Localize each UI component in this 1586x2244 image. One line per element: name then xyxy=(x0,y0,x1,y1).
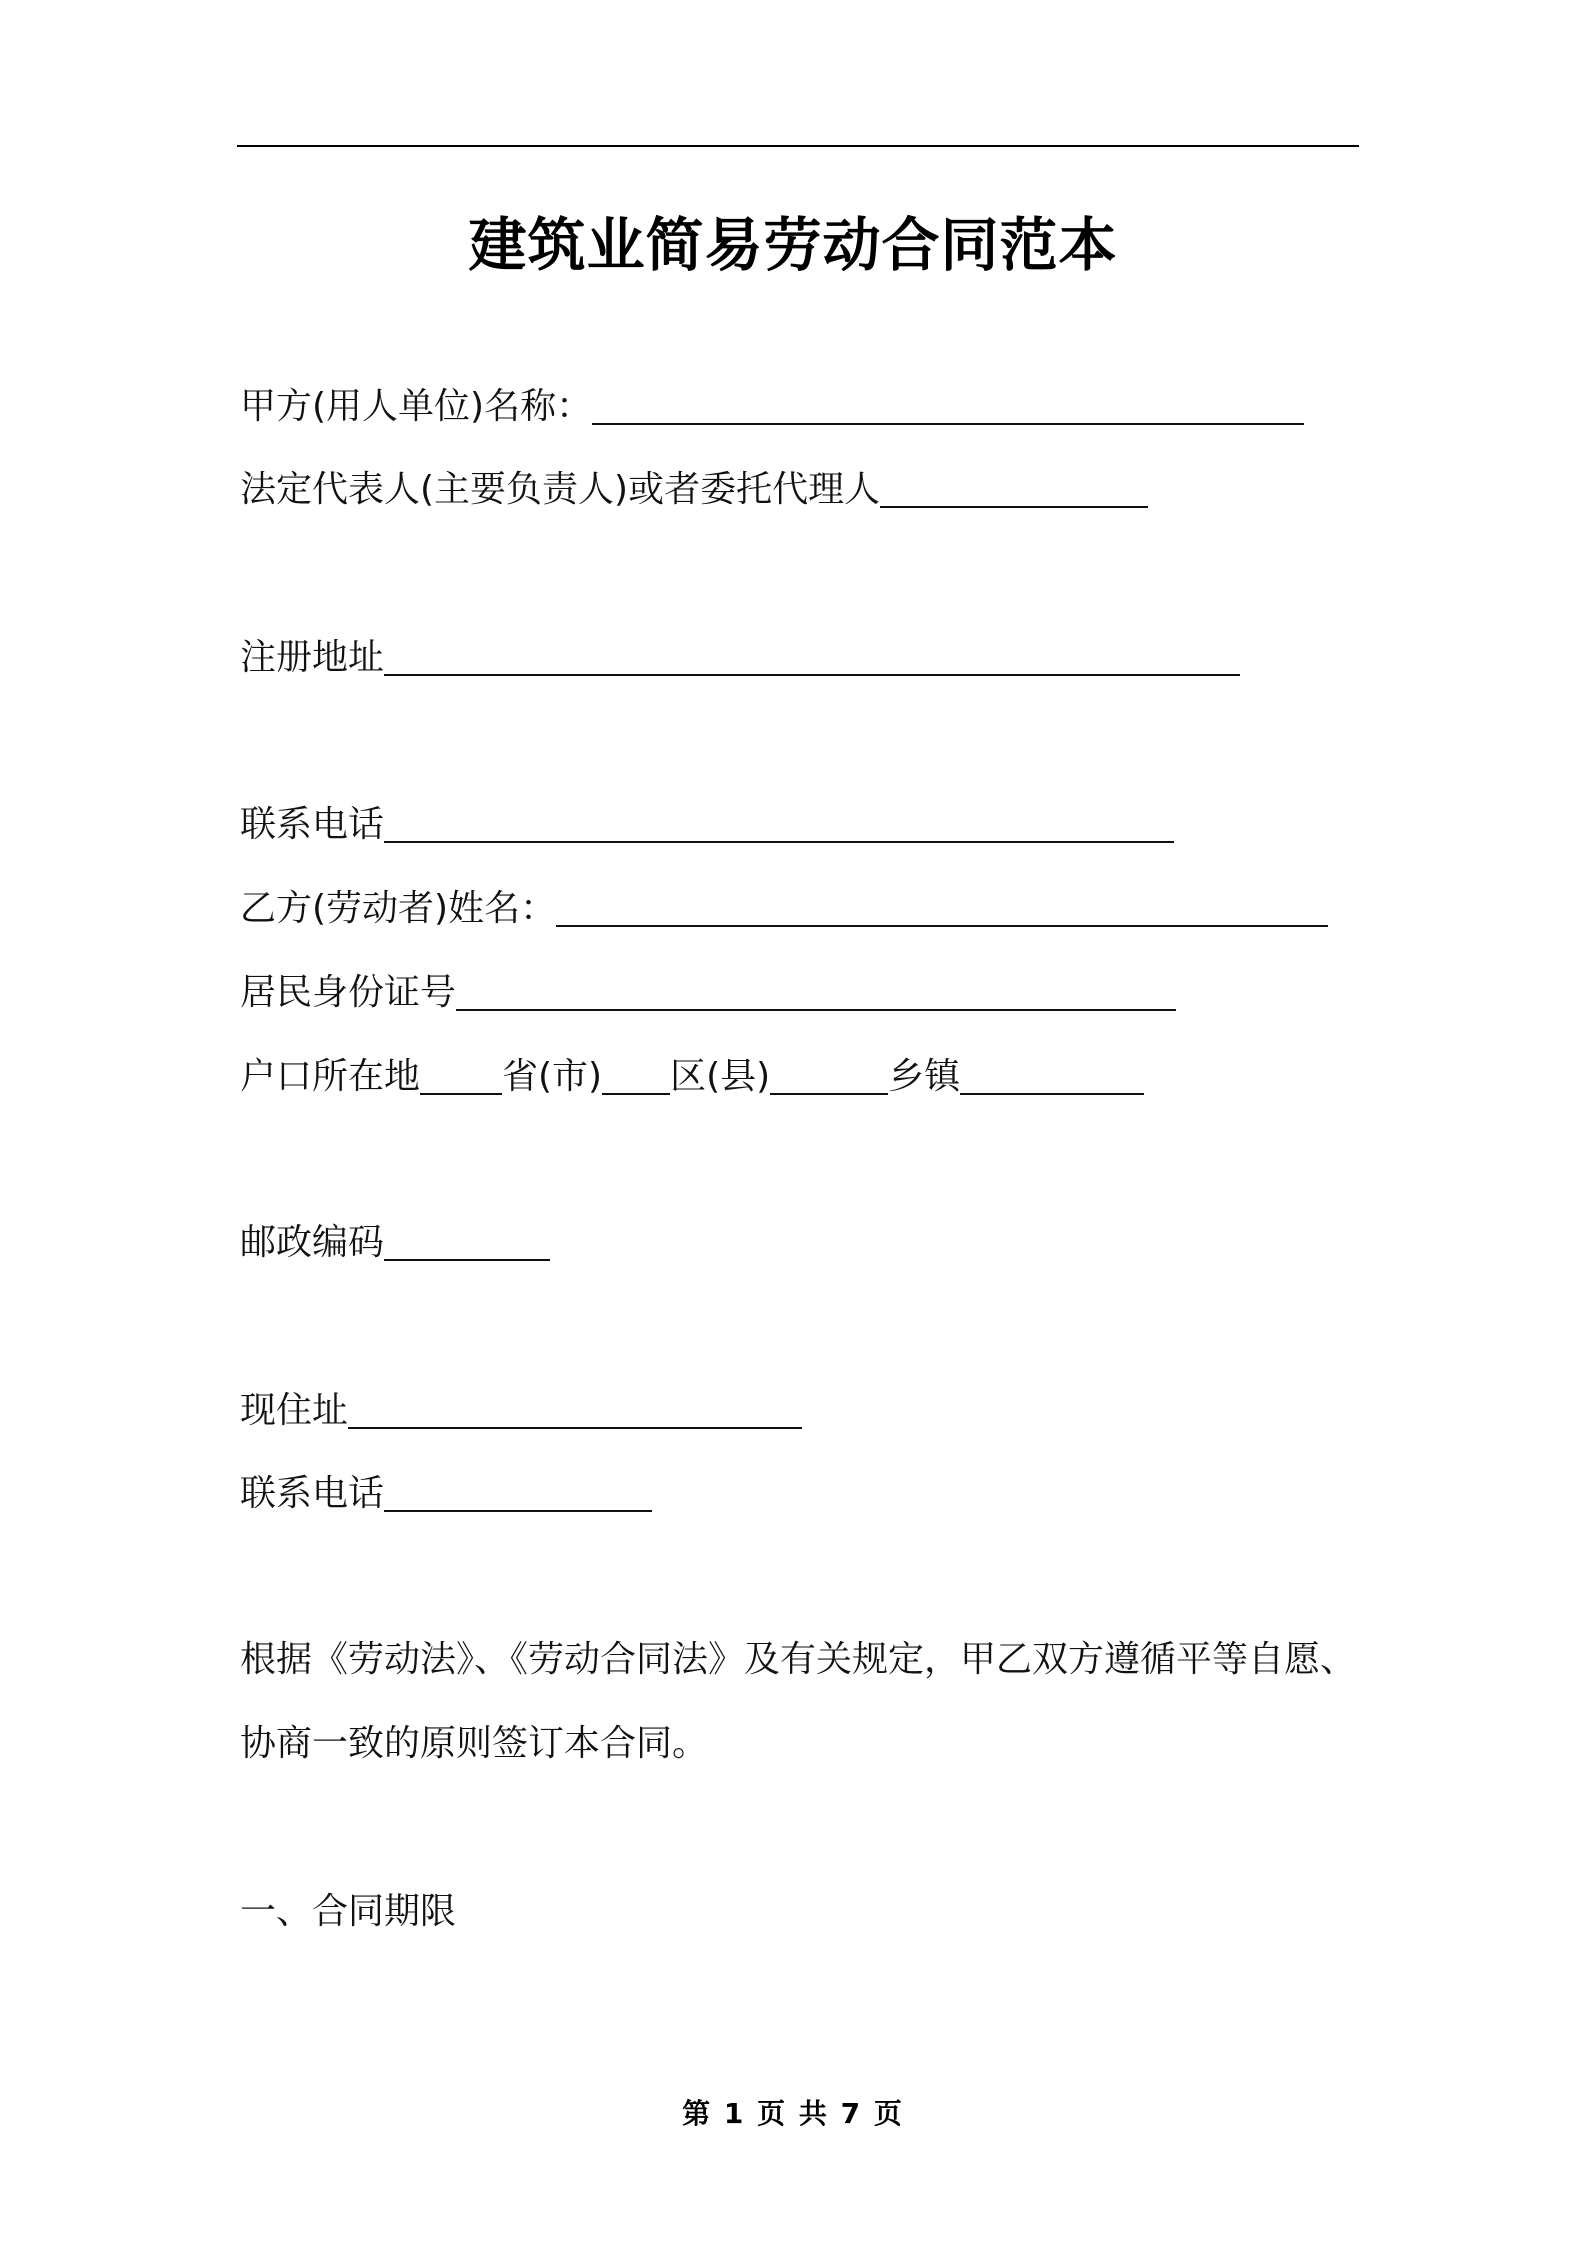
employer-phone-row xyxy=(240,803,1174,847)
employee-phone-row xyxy=(240,1472,652,1516)
intro-paragraph: 根据《劳动法》、《劳动合同法》及有关规定，甲乙双方遵循平等自愿、协商一致的原则签订本合同。 xyxy=(240,1639,1357,1764)
document-title: 建筑业简易劳动合同范本 xyxy=(468,211,1118,279)
employer-name-blank[interactable] xyxy=(592,387,1304,425)
hukou-detail-blank[interactable] xyxy=(960,1057,1144,1095)
employer-phone-blank[interactable] xyxy=(384,805,1174,843)
reg-address-row xyxy=(240,636,1240,680)
reg-address-blank[interactable] xyxy=(384,638,1240,676)
hukou-district-blank[interactable] xyxy=(602,1057,670,1095)
postcode-row xyxy=(240,1221,550,1265)
employer-phone-label: 联系电话 xyxy=(240,804,385,845)
postcode-blank[interactable] xyxy=(384,1223,550,1261)
hukou-province-blank[interactable] xyxy=(420,1057,502,1095)
employee-name-row xyxy=(240,887,1328,931)
id-number-label: 居民身份证号 xyxy=(240,972,457,1013)
current-address-label: 现住址 xyxy=(240,1390,349,1431)
page-footer: 第 1 页 共 7 页 xyxy=(682,2097,904,2130)
reg-address-label: 注册地址 xyxy=(240,637,385,678)
hukou-town-label: 乡镇 xyxy=(888,1056,961,1097)
employee-name-label: 乙方(劳动者)姓名： xyxy=(240,888,557,929)
current-address-blank[interactable] xyxy=(348,1391,802,1429)
id-number-row xyxy=(240,971,1176,1015)
legal-rep-row xyxy=(240,468,1148,512)
employer-name-label: 甲方(用人单位)名称： xyxy=(240,386,593,427)
postcode-label: 邮政编码 xyxy=(240,1222,385,1263)
employee-phone-blank[interactable] xyxy=(384,1474,652,1512)
employee-phone-label: 联系电话 xyxy=(240,1473,385,1514)
hukou-town-blank[interactable] xyxy=(770,1057,888,1095)
employee-name-blank[interactable] xyxy=(556,889,1328,927)
hukou-row xyxy=(240,1055,1144,1099)
header-rule xyxy=(237,145,1359,147)
hukou-label: 户口所在地 xyxy=(240,1056,421,1097)
legal-rep-label: 法定代表人(主要负责人)或者委托代理人 xyxy=(240,469,881,510)
current-address-row xyxy=(240,1389,802,1433)
id-number-blank[interactable] xyxy=(456,973,1176,1011)
hukou-province-label: 省(市) xyxy=(502,1056,603,1097)
legal-rep-blank[interactable] xyxy=(880,470,1148,508)
hukou-district-label: 区(县) xyxy=(670,1056,771,1097)
employer-name-row xyxy=(240,385,1304,429)
section-heading: 一、合同期限 xyxy=(240,1891,457,1932)
